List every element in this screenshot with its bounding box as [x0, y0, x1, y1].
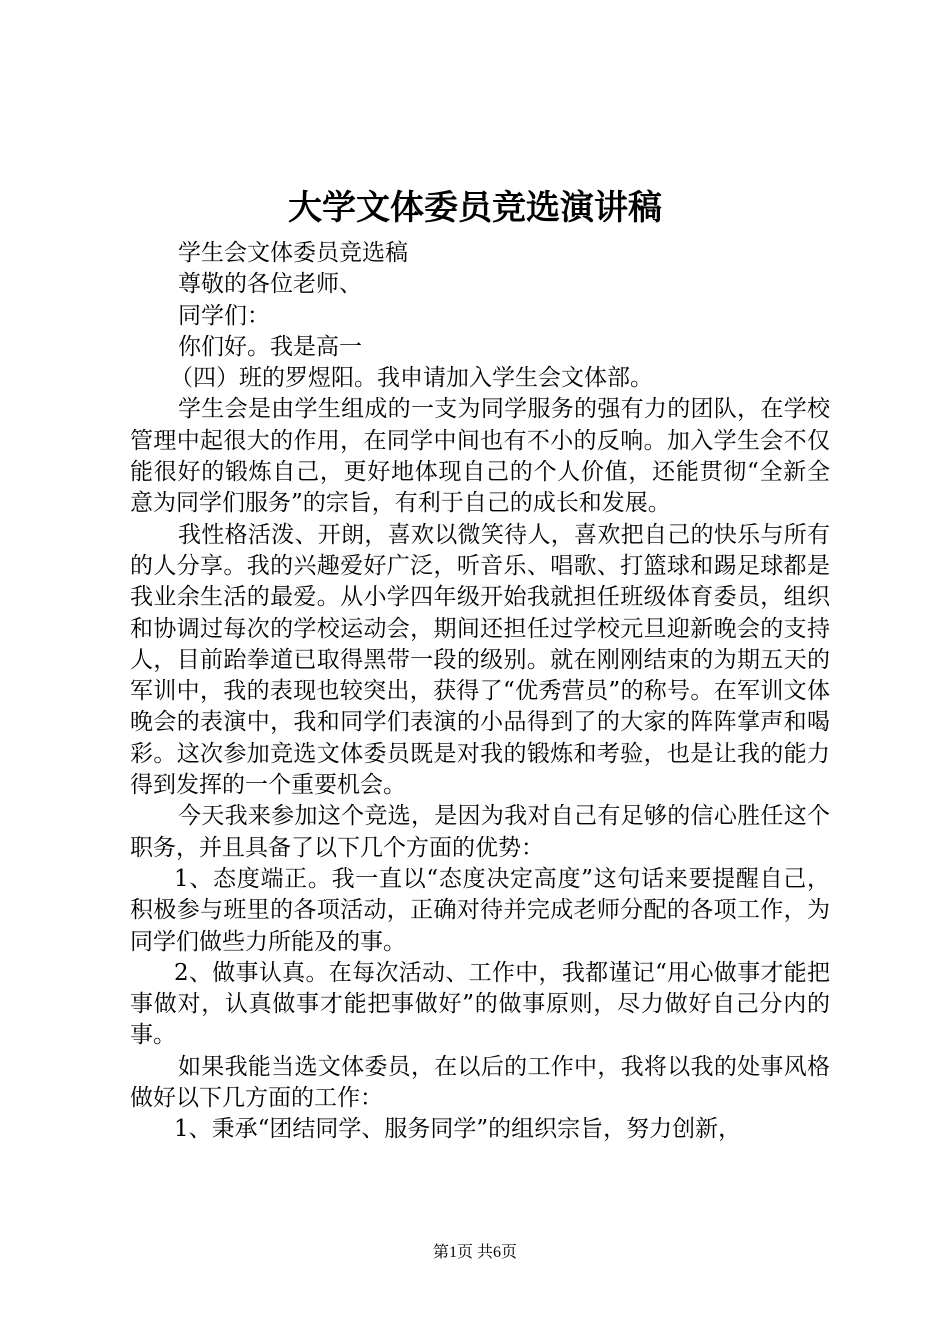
paragraph-heading: 学生会文体委员竞选稿 — [178, 240, 408, 266]
paragraph-greeting: 你们好。我是高一 — [178, 333, 362, 360]
paragraph-plan: 如果我能当选文体委员，在以后的工作中，我将以我的处事风格做好以下几方面的工作： — [130, 1053, 830, 1112]
paragraph-introduction: （四）班的罗煜阳。我申请加入学生会文体部。 — [170, 365, 653, 392]
document-body — [130, 238, 830, 1146]
page-number: 第1页 共6页 — [432, 1244, 517, 1261]
paragraph-plan-1: 1、秉承“团结同学、服务同学”的组织宗旨，努力创新， — [174, 1116, 742, 1143]
paragraph-salutation: 尊敬的各位老师、 — [178, 271, 362, 298]
paragraph-salutation-2: 同学们： — [178, 302, 270, 329]
paragraph-reason: 今天我来参加这个竞选，是因为我对自己有足够的信心胜任这个职务，并且具备了以下几个方面的优势： — [130, 803, 830, 861]
document-title: 大学文体委员竞选演讲稿 — [288, 188, 662, 228]
paragraph-point-1: 1、态度端正。我一直以“态度决定高度”这句话来要提醒自己，积极参与班里的各项活动，正确对待并完成老师分配的各项工作，为同学们做些力所能及的事。 — [130, 865, 830, 955]
paragraph-personality: 我性格活泼、开朗，喜欢以微笑待人，喜欢把自己的快乐与所有的人分享。我的兴趣爱好广泛，听音乐、唱歌、打篮球和踢足球都是我业余生活的最爱。从小学四年级开始我就担任班级体育委员，组织和协调过每次的学校运动会，期间还担任过学校元旦迎新晚会的支持人，目前跆拳道已取得黑带一段的级别。就在刚刚结束的为期五天的军训中，我的表现也较突出，获得了“优秀营员”的称号。在军训文体晚会的表演中，我和同学们表演的小品得到了的大家的阵阵掌声和喝彩。这次参加竞选文体委员既是对我的锻炼和考验，也是让我的能力得到发挥的一个重要机会。 — [130, 521, 830, 799]
paragraph-point-2: 2、做事认真。在每次活动、工作中，我都谨记“用心做事才能把事做对，认真做事才能把事做好”的做事原则，尽力做好自己分内的事。 — [130, 959, 830, 1049]
paragraph-student-union: 学生会是由学生组成的一支为同学服务的强有力的团队，在学校管理中起很大的作用，在同学中间也有不小的反响。加入学生会不仅能很好的锻炼自己，更好地体现自己的个人价值，还能贯彻“全新全意为同学们服务”的宗旨，有利于自己的成长和发展。 — [130, 396, 830, 517]
